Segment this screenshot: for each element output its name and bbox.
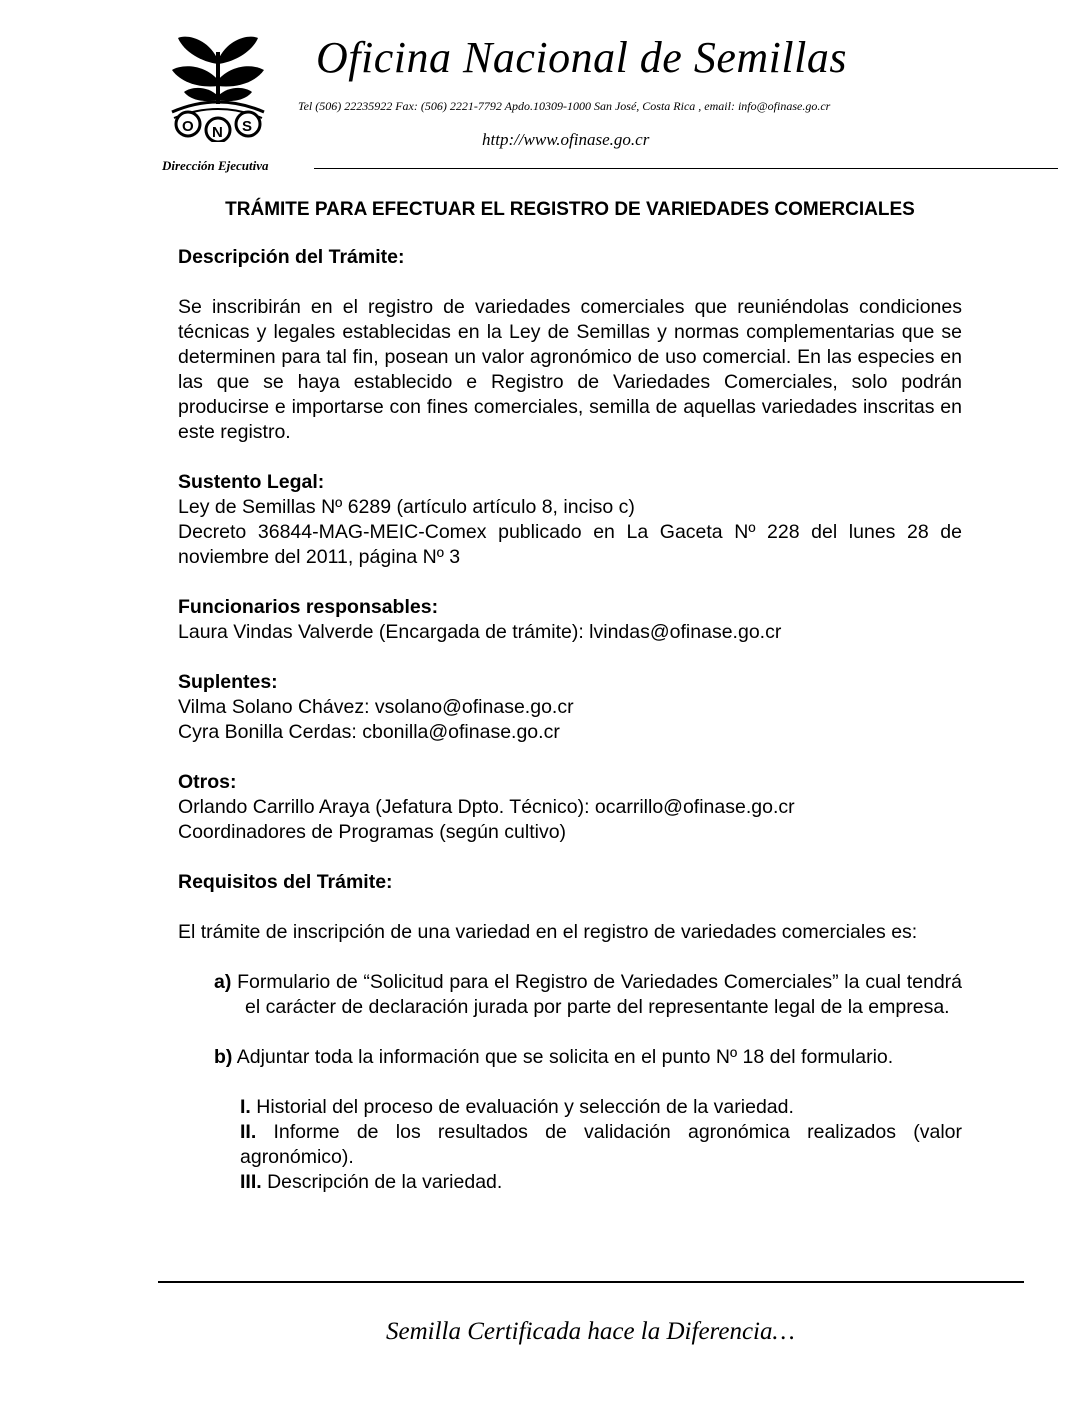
substitute-line-2: Cyra Bonilla Cerdas: cbonilla@ofinase.go.cr xyxy=(178,721,560,743)
org-title: Oficina Nacional de Semillas xyxy=(316,33,847,82)
subitem-text-3: Descripción de la variedad. xyxy=(267,1171,503,1193)
legal-heading: Sustento Legal: xyxy=(178,471,325,493)
other-line-2: Coordinadores de Programas (según cultivo) xyxy=(178,821,567,843)
requirement-marker-b: b) xyxy=(214,1046,233,1068)
officials-heading: Funcionarios responsables: xyxy=(178,596,439,618)
ons-logo xyxy=(168,30,268,142)
requirement-marker-a: a) xyxy=(214,971,232,993)
footer-divider xyxy=(158,1281,1024,1283)
subitem-text-1: Historial del proceso de evaluación y selección de la variedad. xyxy=(256,1096,794,1118)
subitem-marker-3: III. xyxy=(240,1171,262,1193)
logo-letter-s: S xyxy=(242,118,253,135)
subitem-text-2: Informe de los resultados de validación agronómica realizados (valor agronómico). xyxy=(240,1121,962,1168)
header-divider xyxy=(314,168,1058,169)
footer-motto: Semilla Certificada hace la Diferencia… xyxy=(386,1318,795,1345)
requirement-item-a xyxy=(214,970,962,1020)
substitutes-heading: Suplentes: xyxy=(178,671,278,693)
logo-letter-n: N xyxy=(212,124,223,141)
subitem-marker-1: I. xyxy=(240,1096,251,1118)
requirement-text-a: Formulario de “Solicitud para el Registro de Variedades Comerciales” la cual tendrá el carácter de declaración jurada por parte del representante legal de la empresa. xyxy=(237,971,962,1018)
others-heading: Otros: xyxy=(178,771,237,793)
requirements-heading: Requisitos del Trámite: xyxy=(178,871,393,893)
requirement-text-b: Adjuntar toda la información que se solicita en el punto Nº 18 del formulario. xyxy=(236,1046,894,1068)
legal-line-2: Decreto 36844-MAG-MEIC-Comex publicado en La Gaceta Nº 228 del lunes 28 de noviembre del 2011, página Nº 3 xyxy=(178,521,962,568)
other-line-1: Orlando Carrillo Araya (Jefatura Dpto. Técnico): ocarrillo@ofinase.go.cr xyxy=(178,796,795,818)
requirement-item-b xyxy=(214,1045,962,1070)
document-body xyxy=(178,197,962,1195)
subitem-1 xyxy=(240,1095,962,1120)
logo-letters xyxy=(168,112,268,142)
requirements-intro: El trámite de inscripción de una variedad en el registro de variedades comerciales es: xyxy=(178,921,918,943)
subitem-marker-2: II. xyxy=(240,1121,257,1143)
official-line-1: Laura Vindas Valverde (Encargada de trámite): lvindas@ofinase.go.cr xyxy=(178,621,782,643)
subitem-2 xyxy=(240,1120,962,1170)
department-label: Dirección Ejecutiva xyxy=(162,158,269,173)
description-body: Se inscribirán en el registro de variedades comerciales que reuniéndolas condiciones técnicas y legales establecidas en la Ley de Semillas y normas complementarias que se determinen para tal fin, posean un valor agronómico de uso comercial. En las especies en las que se haya establecido e Registro de Variedades Comerciales, solo podrán producirse e importarse con fines comerciales, semilla de aquellas variedades inscritas en este registro. xyxy=(178,296,962,443)
subitem-3 xyxy=(240,1170,962,1195)
website-link[interactable]: http://www.ofinase.go.cr xyxy=(482,130,650,149)
description-heading: Descripción del Trámite: xyxy=(178,246,405,268)
contact-line: Tel (506) 22235922 Fax: (506) 2221-7792 Apdo.10309-1000 San José, Costa Rica , email: info@ofinase.go.cr xyxy=(298,99,831,113)
legal-line-1: Ley de Semillas Nº 6289 (artículo artículo 8, inciso c) xyxy=(178,496,635,518)
document-title: TRÁMITE PARA EFECTUAR EL REGISTRO DE VARIEDADES COMERCIALES xyxy=(225,199,915,220)
logo-letter-o: O xyxy=(182,118,194,135)
substitute-line-1: Vilma Solano Chávez: vsolano@ofinase.go.cr xyxy=(178,696,574,718)
